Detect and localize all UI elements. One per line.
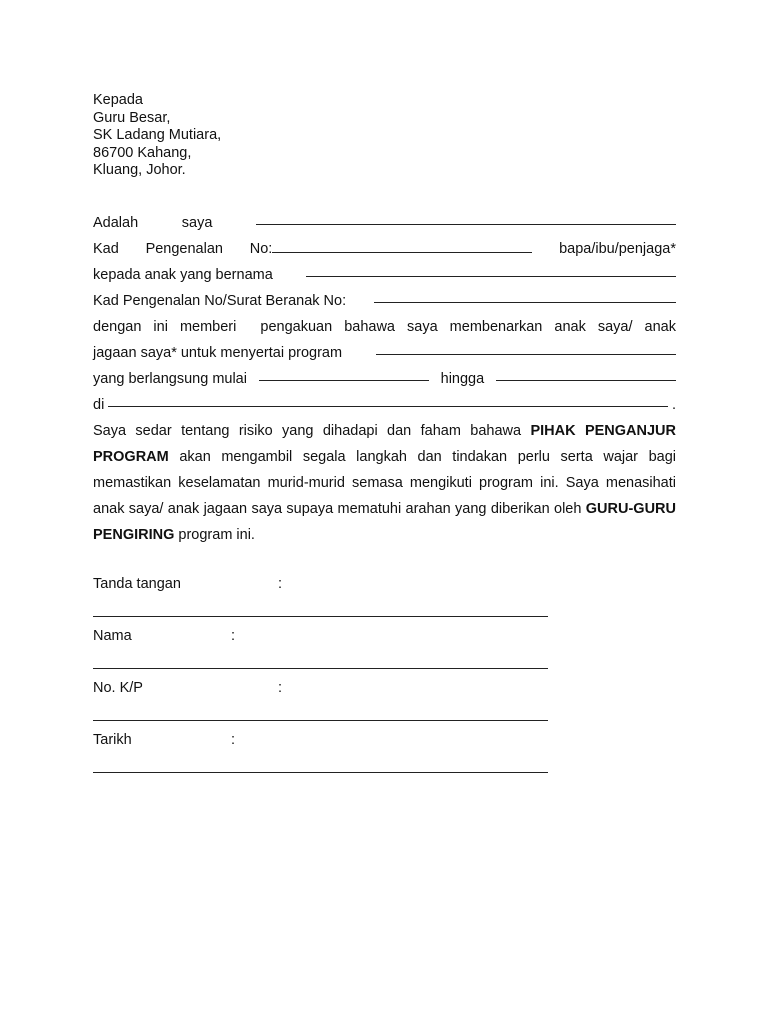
parent-ic-blank[interactable]: [272, 238, 532, 253]
child-name-line: [93, 262, 676, 288]
body-phrase: hingga: [440, 371, 485, 387]
name-field: [93, 628, 553, 668]
field-label: Nama: [93, 628, 132, 644]
date-blank[interactable]: [93, 772, 548, 773]
organizer-emphasis: PIHAK PENGANJUR PROGRAM: [93, 423, 676, 465]
program-name-blank[interactable]: [376, 340, 676, 355]
field-colon: :: [278, 680, 283, 696]
body-phrase: yang berlangsung mulai: [93, 371, 247, 387]
field-label: Tarikh: [93, 732, 132, 748]
address-line: 86700 Kahang,: [93, 144, 192, 161]
end-date-blank[interactable]: [496, 366, 676, 381]
ic-number-field: [93, 680, 553, 720]
body-word: Adalah: [93, 215, 139, 231]
address-line: SK Ladang Mutiara,: [93, 127, 222, 143]
field-colon: :: [278, 576, 283, 592]
venue-line: [93, 392, 676, 418]
address-line: Kepada: [93, 92, 143, 108]
field-colon: :: [231, 628, 236, 644]
date-field: [93, 732, 553, 772]
consent-body: [93, 210, 676, 548]
ic-number-blank[interactable]: [93, 720, 548, 721]
paragraph-text: akan mengambil segala langkah dan tindakan perlu serta wajar bagi memastikan keselamatan murid-murid semasa mengikuti program ini. Saya menasihati anak saya/ anak jagaan saya supaya mematuhi arahan yang diberikan oleh: [93, 449, 676, 517]
address-line: Guru Besar,: [93, 109, 171, 126]
paragraph-text: program ini.: [174, 527, 255, 543]
signature-blank[interactable]: [93, 616, 548, 617]
field-label: Tanda tangan: [93, 576, 181, 592]
ic-label-group: [250, 236, 533, 262]
consent-line: [93, 314, 676, 340]
name-line: [93, 210, 676, 236]
body-word: Pengenalan: [145, 241, 223, 257]
body-word: bapa/ibu/penjaga*: [559, 241, 676, 257]
field-colon: :: [231, 732, 236, 748]
start-date-blank[interactable]: [259, 366, 429, 381]
date-range-line: [93, 366, 676, 392]
risk-acknowledgement-paragraph: [93, 418, 676, 548]
body-word: Kad: [93, 241, 119, 257]
recipient-address: [93, 92, 393, 180]
child-name-blank[interactable]: [306, 262, 676, 277]
child-ic-line: [93, 288, 676, 314]
paragraph-text: Saya sedar tentang risiko yang dihadapi dan faham bahawa: [93, 423, 531, 439]
program-line: [93, 340, 676, 366]
body-word: saya: [181, 215, 213, 231]
body-phrase: jagaan saya* untuk menyertai program: [93, 345, 343, 361]
body-phrase: kepada anak yang bernama: [93, 267, 273, 283]
ic-line: [93, 236, 676, 262]
body-phrase: di: [93, 397, 105, 413]
body-phrase: dengan ini memberi pengakuan bahawa saya membenarkan anak saya/ anak: [93, 319, 676, 335]
escort-teachers-emphasis: GURU-GURU PENGIRING: [93, 501, 676, 543]
body-phrase: .: [671, 397, 676, 413]
child-ic-blank[interactable]: [374, 288, 676, 303]
address-line: Kluang, Johor.: [93, 162, 186, 178]
name-blank[interactable]: [93, 668, 548, 669]
signature-field: [93, 576, 553, 616]
field-label: No. K/P: [93, 680, 143, 696]
body-word: No:: [249, 241, 273, 257]
venue-blank[interactable]: [108, 392, 668, 407]
body-phrase: Kad Pengenalan No/Surat Beranak No:: [93, 293, 347, 309]
parent-name-blank[interactable]: [256, 210, 676, 225]
